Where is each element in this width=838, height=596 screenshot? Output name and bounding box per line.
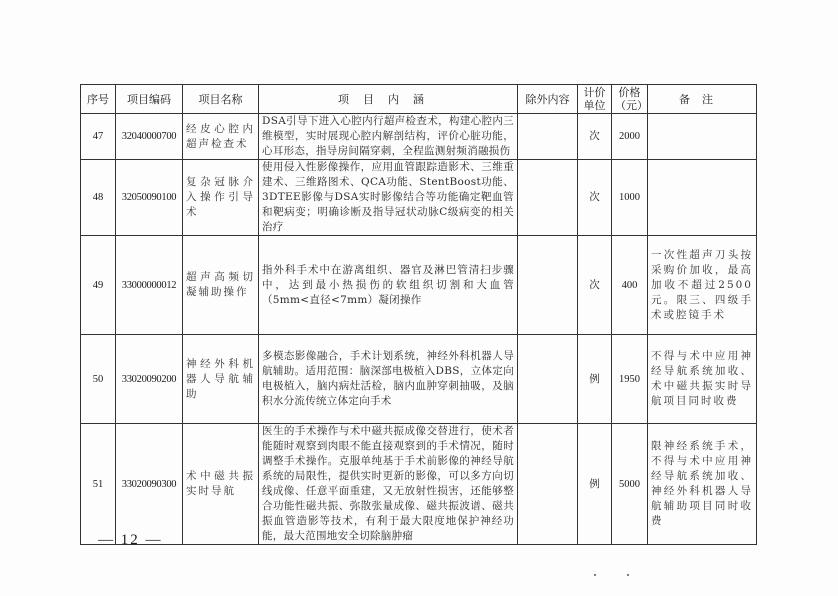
- cell-unit: 次: [578, 236, 612, 335]
- header-name: 项目名称: [183, 85, 259, 114]
- cell-seq: 47: [81, 114, 116, 160]
- header-price: 价格（元）: [612, 85, 648, 114]
- cell-exclusions: [518, 424, 578, 545]
- cell-code: 33020090300: [116, 424, 183, 545]
- cell-content: 多模态影像融合，手术计划系统，神经外科机器人导航辅助。适用范围：脑深部电极植入DBS，立体定向电极植入，脑内病灶活检，脑内血肿穿刺抽吸，及脑积水分流传统立体定向手术: [259, 335, 518, 424]
- cell-name: 术中磁共振实时导航: [183, 424, 259, 545]
- cell-exclusions: [518, 160, 578, 236]
- page-number: — 12 —: [98, 532, 163, 548]
- cell-seq: 49: [81, 236, 116, 335]
- cell-seq: 50: [81, 335, 116, 424]
- cell-content: 医生的手术操作与术中磁共振成像交替进行，使术者能随时观察到肉眼不能直接观察到的手术情况，随时调整手术操作。克服单纯基于手术前影像的神经导航系统的局限性，提供实时更新的影像，可以多方向切线成像、任意平面重建，又无放射性损害，还能够整合功能性磁共振、弥散张量成像、磁共振波谱、磁共振血管造影等技术，有利于最大限度地保护神经功能，最大范围地安全切除脑肿瘤: [259, 424, 518, 545]
- table-row: [81, 114, 757, 160]
- header-remarks: 备注: [648, 85, 757, 114]
- cell-unit: 例: [578, 335, 612, 424]
- header-code: 项目编码: [116, 85, 183, 114]
- cell-name: 经皮心腔内超声检查术: [183, 114, 259, 160]
- cell-price: 400: [612, 236, 648, 335]
- cell-exclusions: [518, 335, 578, 424]
- cell-unit: 次: [578, 160, 612, 236]
- cell-code: 32040000700: [116, 114, 183, 160]
- cell-code: 32050090100: [116, 160, 183, 236]
- cell-content: 使用侵入性影像操作，应用血管跟踪造影术、三维重建术、三维路图术、QCA功能、StentBoost功能、3DTEE影像与DSA实时影像结合等功能确定靶血管和靶病变；明确诊断及指导冠状动脉C级病变的相关治疗: [259, 160, 518, 236]
- cell-price: 1950: [612, 335, 648, 424]
- cell-name: 超声高频切凝辅助操作: [183, 236, 259, 335]
- table-row: [81, 160, 757, 236]
- cell-price: 5000: [612, 424, 648, 545]
- scan-speck: [627, 574, 629, 576]
- table-row: [81, 424, 757, 545]
- table-row: [81, 236, 757, 335]
- cell-content: 指外科手术中在游离组织、器官及淋巴管清扫步骤中，达到最小热损伤的软组织切割和大血管（5mm<直径<7mm）凝闭操作: [259, 236, 518, 335]
- cell-exclusions: [518, 114, 578, 160]
- cell-seq: 48: [81, 160, 116, 236]
- medical-service-fee-table: [80, 84, 757, 545]
- cell-content: DSA引导下进入心腔内行超声检查术，构建心腔内三维模型，实时展现心腔内解剖结构，评价心脏功能，心耳形态，指导房间隔穿刺，全程监测射频消融损伤: [259, 114, 518, 160]
- table-row: [81, 335, 757, 424]
- cell-unit: 例: [578, 424, 612, 545]
- cell-exclusions: [518, 236, 578, 335]
- cell-remarks: 一次性超声刀头按采购价加收，最高加收不超过2500元。限三、四级手术或腔镜手术: [648, 236, 757, 335]
- header-unit: 计价单位: [578, 85, 612, 114]
- cell-unit: 次: [578, 114, 612, 160]
- cell-remarks: 限神经系统手术，不得与术中应用神经导航系统加收、神经外科机器人导航辅助项目同时收费: [648, 424, 757, 545]
- cell-price: 2000: [612, 114, 648, 160]
- cell-remarks: 不得与术中应用神经导航系统加收、术中磁共振实时导航项目同时收费: [648, 335, 757, 424]
- header-seq: 序号: [81, 85, 116, 114]
- cell-remarks: [648, 114, 757, 160]
- cell-seq: 51: [81, 424, 116, 545]
- scan-speck: [594, 574, 596, 576]
- cell-code: 33020090200: [116, 335, 183, 424]
- cell-price: 1000: [612, 160, 648, 236]
- header-exclusions: 除外内容: [518, 85, 578, 114]
- cell-code: 33000000012: [116, 236, 183, 335]
- cell-name: 复杂冠脉介入操作引导术: [183, 160, 259, 236]
- cell-name: 神经外科机器人导航辅助: [183, 335, 259, 424]
- table-header-row: [81, 85, 757, 114]
- header-content: 项目内涵: [259, 85, 518, 114]
- cell-remarks: [648, 160, 757, 236]
